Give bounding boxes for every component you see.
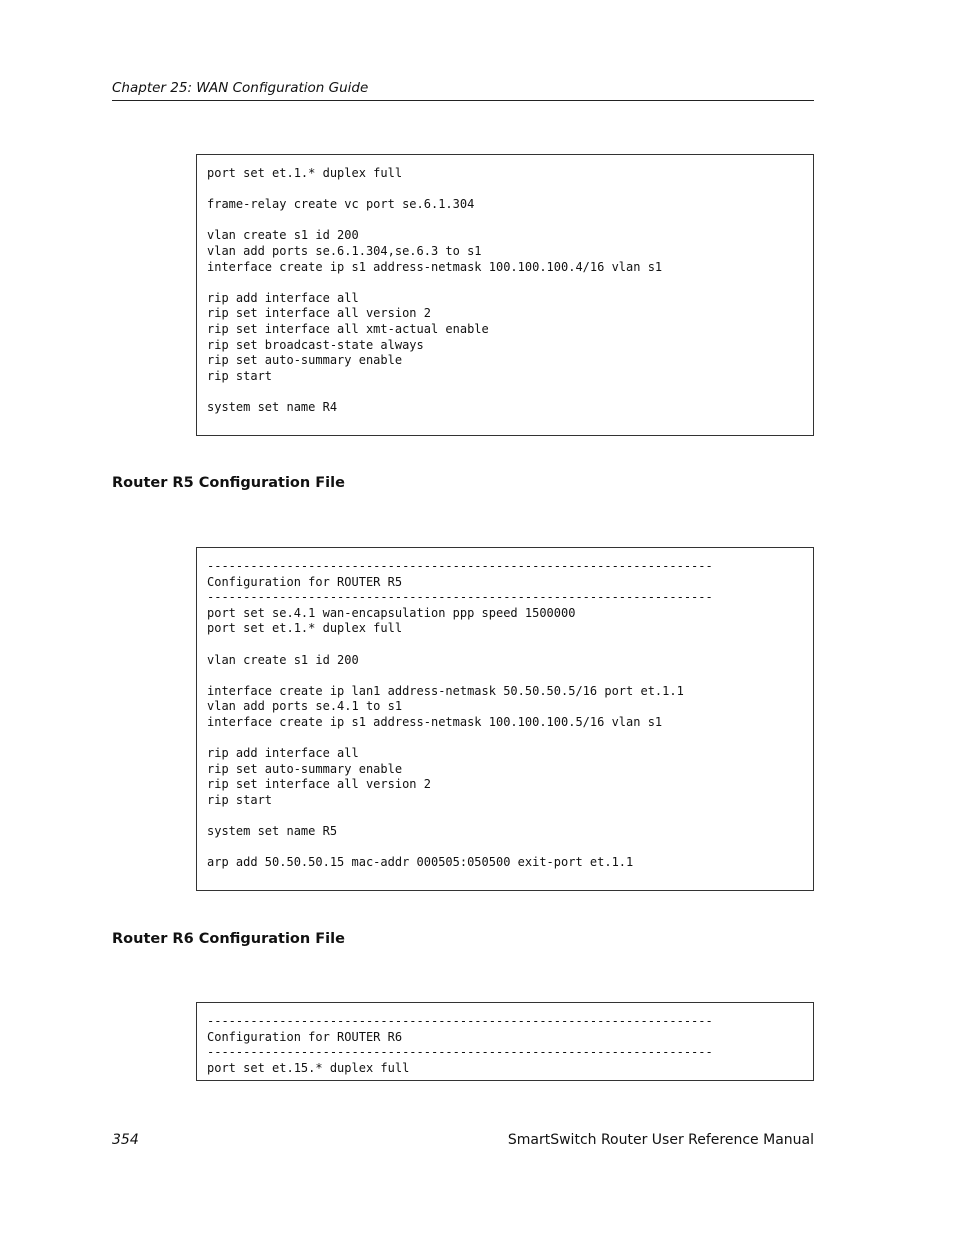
code-line: vlan create s1 id 200 xyxy=(207,228,359,243)
code-line: vlan add ports se.6.1.304,se.6.3 to s1 xyxy=(207,243,482,258)
code-line: port set et.1.* duplex full xyxy=(207,621,403,636)
code-line xyxy=(207,731,813,747)
code-line xyxy=(207,840,813,856)
code-line: frame-relay create vc port se.6.1.304 xyxy=(207,197,475,212)
code-line: interface create ip s1 address-netmask 100.100.100.5/16 vlan s1 xyxy=(207,714,663,729)
code-line: rip start xyxy=(207,792,273,807)
code-block-r4-config xyxy=(196,154,814,436)
code-line: rip start xyxy=(207,368,273,383)
code-line xyxy=(207,809,813,825)
code-line: ---------------------------------------------------------------------- xyxy=(207,559,713,573)
code-line xyxy=(207,213,813,229)
code-line: port set et.1.* duplex full xyxy=(207,166,403,180)
code-line: rip add interface all xyxy=(207,290,359,305)
code-line: ---------------------------------------------------------------------- xyxy=(207,590,713,605)
code-line: rip set interface all version 2 xyxy=(207,777,431,792)
code-line: rip set auto-summary enable xyxy=(207,761,403,776)
code-line: system set name R4 xyxy=(207,399,338,414)
section-heading-r5: Router R5 Configuration File xyxy=(112,475,345,491)
code-line: Configuration for ROUTER R6 xyxy=(207,1029,403,1044)
code-line: rip set interface all xmt-actual enable xyxy=(207,321,489,336)
code-line: ---------------------------------------------------------------------- xyxy=(207,1014,713,1028)
section-heading-r6: Router R6 Configuration File xyxy=(112,931,345,947)
code-line: rip set auto-summary enable xyxy=(207,353,403,368)
code-line: Configuration for ROUTER R5 xyxy=(207,574,403,589)
code-line: vlan create s1 id 200 xyxy=(207,652,359,667)
chapter-title: Chapter 25: WAN Configuration Guide xyxy=(112,80,369,96)
code-line: interface create ip lan1 address-netmask 50.50.50.5/16 port et.1.1 xyxy=(207,683,684,698)
page-number: 354 xyxy=(112,1132,139,1148)
code-line: port set se.4.1 wan-encapsulation ppp speed 1500000 xyxy=(207,605,576,620)
code-line: system set name R5 xyxy=(207,824,338,839)
code-line: rip add interface all xyxy=(207,746,359,761)
code-line: rip set interface all version 2 xyxy=(207,306,431,321)
code-line: rip set broadcast-state always xyxy=(207,337,424,352)
running-header xyxy=(112,79,814,101)
code-block-r5-config xyxy=(196,547,814,891)
code-line xyxy=(207,182,813,198)
code-line: vlan add ports se.4.1 to s1 xyxy=(207,699,403,714)
code-line: arp add 50.50.50.15 mac-addr 000505:050500 exit-port et.1.1 xyxy=(207,855,634,870)
code-line: interface create ip s1 address-netmask 100.100.100.4/16 vlan s1 xyxy=(207,259,663,274)
code-line xyxy=(207,275,813,291)
code-block-r6-config xyxy=(196,1002,814,1081)
code-line: port set et.15.* duplex full xyxy=(207,1060,410,1075)
manual-title: SmartSwitch Router User Reference Manual xyxy=(507,1132,814,1148)
code-line: ---------------------------------------------------------------------- xyxy=(207,1045,713,1060)
code-line xyxy=(207,384,813,400)
code-line xyxy=(207,668,813,684)
code-line xyxy=(207,637,813,653)
